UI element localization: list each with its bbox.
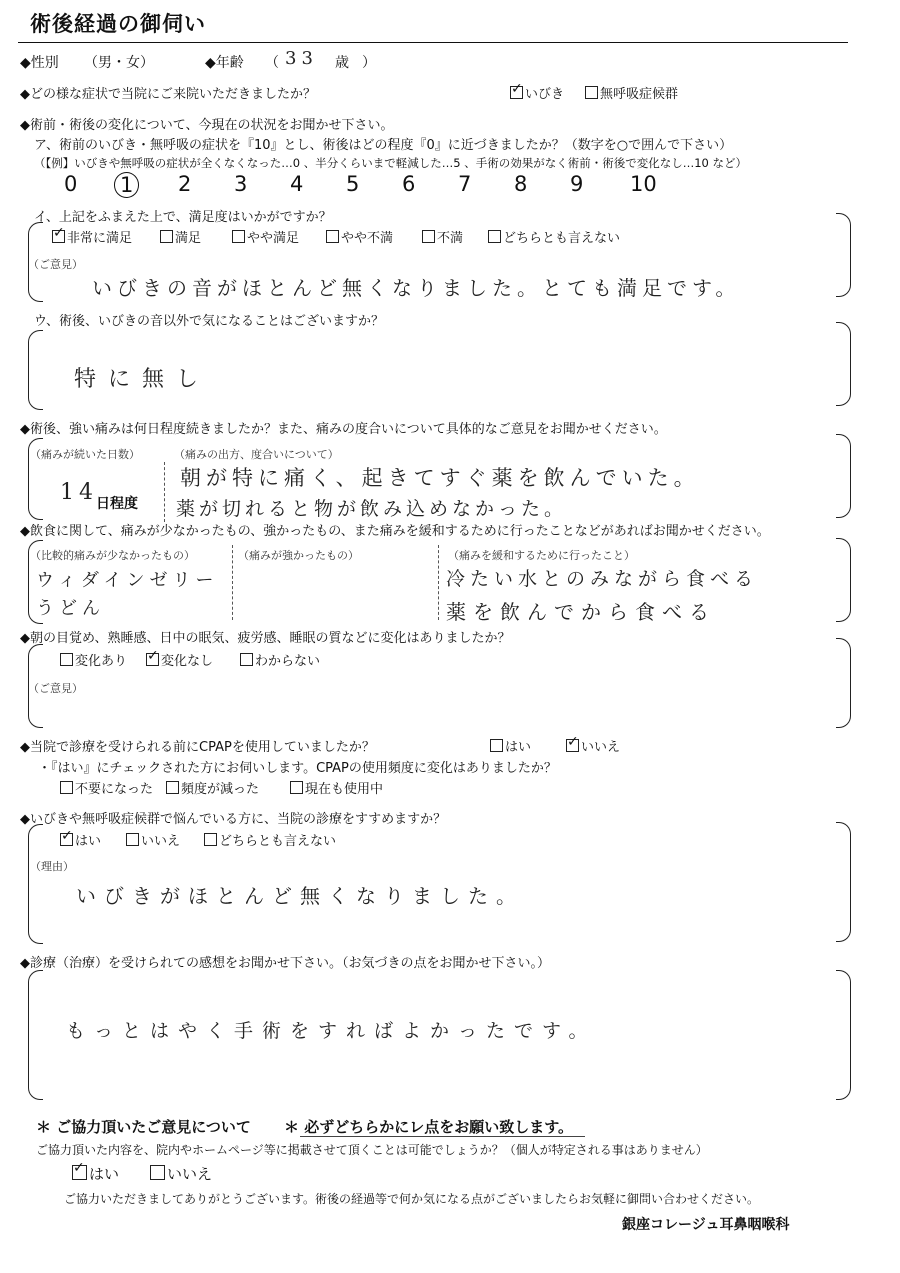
pain-question: ◆術後、強い痛みは何日程度続きましたか？また、痛みの度合いについて具体的なご意見をお聞かせください。 [20, 422, 667, 437]
cpap-sub-option-label: 頻度が減った [181, 782, 260, 797]
food-col2-label: （痛みが強かったもの） [238, 549, 359, 562]
age-value[interactable]: 33 [285, 48, 318, 69]
checkbox-icon[interactable] [232, 230, 245, 243]
recommend-option[interactable] [126, 830, 180, 849]
scale-option-1[interactable]: 1 [114, 172, 139, 198]
satisfaction-option[interactable] [422, 227, 463, 246]
satisfaction-option-label: 不満 [437, 231, 464, 246]
footer-no[interactable] [150, 1163, 212, 1184]
age-close: ） [362, 55, 376, 71]
change-question: ◆術前・術後の変化について、今現在の状況をお聞かせ下さい。 [20, 118, 394, 133]
symptom-option-label: 無呼吸症候群 [600, 87, 679, 102]
satisfaction-option[interactable] [488, 227, 620, 246]
checkbox-icon[interactable] [60, 653, 73, 666]
satisfaction-option-label: 非常に満足 [67, 231, 133, 246]
sex-label: ◆性別 [20, 55, 59, 71]
pain-detail-line1[interactable]: 朝が特に痛く、起きてすぐ薬を飲んでいた。 [180, 466, 700, 490]
recommend-box-left [28, 824, 43, 944]
age-open: （ [265, 55, 279, 71]
scale-option-0[interactable]: 0 [64, 172, 78, 196]
title-underline [18, 42, 848, 43]
cpap-question: ◆当院で診療を受けられる前にCPAPを使用していましたか？ [20, 740, 375, 755]
pain-days-label: （痛みが続いた日数） [30, 448, 140, 461]
sleep-option[interactable] [60, 650, 127, 669]
checkbox-icon[interactable] [566, 739, 579, 752]
footer-no-label: いいえ [167, 1165, 213, 1183]
pain-days-unit: 日程度 [96, 496, 138, 512]
food-col1-item2[interactable]: うどん [36, 598, 105, 619]
sleep-option-label: 変化あり [75, 654, 128, 669]
satisfaction-opinion[interactable]: いびきの音がほとんど無くなりました。とても満足です。 [92, 276, 741, 300]
checkbox-icon[interactable] [290, 781, 303, 794]
checkbox-icon[interactable] [240, 653, 253, 666]
satisfaction-option-label: やや不満 [341, 231, 394, 246]
recommend-reason[interactable]: いびきがほとんど無くなりました。 [76, 884, 524, 908]
recommend-option-label: いいえ [141, 834, 181, 849]
checkbox-icon[interactable] [60, 833, 73, 846]
checkbox-icon[interactable] [52, 230, 65, 243]
impression-question: ◆診療（治療）を受けられての感想をお聞かせ下さい。（お気づきの点をお聞かせ下さい。） [20, 956, 550, 971]
satisfaction-box-right [836, 213, 851, 297]
impression-box-right [836, 970, 851, 1100]
scale-option-8[interactable]: 8 [514, 172, 528, 196]
symptom-question: ◆どの様な症状で当院にご来院いただきましたか？ [20, 87, 316, 102]
sex-options[interactable]: （男・女） [84, 55, 154, 71]
pain-box-right [836, 434, 851, 518]
food-divider-2 [438, 545, 439, 620]
recommend-option-label: はい [75, 834, 102, 849]
food-col3-label: （痛みを緩和するために行ったこと） [448, 549, 635, 562]
satisfaction-option[interactable] [160, 227, 201, 246]
scale-option-10[interactable]: 10 [630, 172, 657, 196]
symptom-option-apnea[interactable] [585, 83, 678, 102]
satisfaction-option[interactable] [232, 227, 299, 246]
sleep-option[interactable] [240, 650, 320, 669]
cpap-sub-question: ・『はい』にチェックされた方にお伺いします。CPAPの使用頻度に変化はありましたか？ [38, 761, 557, 776]
age-unit: 歳 [335, 55, 349, 71]
sleep-option-label: わからない [255, 654, 321, 669]
satisfaction-option-label: どちらとも言えない [503, 231, 621, 246]
recommend-option[interactable] [60, 830, 101, 849]
clinic-name: 銀座コレージュ耳鼻咽喉科 [622, 1217, 790, 1233]
checkbox-icon[interactable] [72, 1165, 87, 1180]
food-col1-label: （比較的痛みが少なかったもの） [30, 549, 195, 562]
scale-option-4[interactable]: 4 [290, 172, 304, 196]
food-divider-1 [232, 545, 233, 620]
sleep-option[interactable] [146, 650, 213, 669]
page-title: 術後経過の御伺い [30, 12, 206, 36]
food-col3-item2[interactable]: 薬を飲んでから食べる [446, 600, 716, 624]
satisfaction-option[interactable] [52, 227, 132, 246]
sleep-box-right [836, 638, 851, 728]
cpap-sub-option-label: 現在も使用中 [305, 782, 384, 797]
footer-question: ご協力頂いた内容を、院内やホームページ等に掲載させて頂くことは可能でしょうか？（個人が特定される事はありません） [36, 1143, 708, 1157]
cpap-no-label: いいえ [581, 740, 621, 755]
cpap-sub-option[interactable] [290, 778, 383, 797]
footer-yes-label: はい [89, 1165, 120, 1183]
checkbox-icon[interactable] [150, 1165, 165, 1180]
recommend-box-right [836, 822, 851, 942]
satisfaction-option[interactable] [326, 227, 393, 246]
footer-required-note: ＊ 必ずどちらかにレ点をお願い致します。 [284, 1118, 574, 1136]
checkbox-icon[interactable] [146, 653, 159, 666]
pain-detail-line2[interactable]: 薬が切れると物が飲み込めなかった。 [176, 498, 568, 520]
pain-detail-label: （痛みの出方、度合いについて） [174, 448, 339, 461]
checkbox-icon[interactable] [204, 833, 217, 846]
checkbox-icon[interactable] [166, 781, 179, 794]
age-label: ◆年齢 [205, 55, 244, 71]
scale-option-7[interactable]: 7 [458, 172, 472, 196]
pain-days-value[interactable]: 14 [60, 480, 98, 505]
checkbox-icon[interactable] [160, 230, 173, 243]
recommend-option-label: どちらとも言えない [219, 834, 337, 849]
food-col1-item1[interactable]: ウィダインゼリー [36, 570, 219, 591]
cpap-yes-label: はい [505, 740, 532, 755]
recommend-reason-label: （理由） [30, 860, 74, 873]
satisfaction-opinion-label: （ご意見） [28, 258, 83, 271]
sleep-question: ◆朝の目覚め、熟睡感、日中の眠気、疲労感、睡眠の質などに変化はありましたか？ [20, 631, 511, 646]
impression-box-left [28, 970, 43, 1100]
checkbox-icon[interactable] [326, 230, 339, 243]
satisfaction-option-label: 満足 [175, 231, 202, 246]
footer-required-underline [300, 1136, 585, 1137]
recommend-option[interactable] [204, 830, 336, 849]
checkbox-icon[interactable] [126, 833, 139, 846]
other-answer[interactable]: 特に無し [74, 367, 211, 392]
change-example: （【例】いびきや無呼吸の症状が全くなくなった…0 、半分くらいまで軽減した…5 、手術の効果がなく術前・術後で変化なし…10 など） [34, 156, 747, 170]
symptom-option-snoring[interactable] [510, 83, 564, 102]
footer-thanks: ご協力いただきましてありがとうございます。術後の経過等で何か気になる点がございましたらお気軽に御問い合わせください。 [64, 1192, 760, 1206]
other-box-left [28, 330, 43, 410]
footer-yes[interactable] [72, 1163, 119, 1184]
checkbox-icon[interactable] [490, 739, 503, 752]
impression-answer[interactable]: もっとはやく手術をすればよかったです。 [66, 1020, 597, 1042]
change-instruction: ア、術前のいびき・無呼吸の症状を『10』とし、術後はどの程度『0』に近づきましたか？（数字を○で囲んで下さい） [34, 138, 733, 153]
footer-note-title: ＊ ご協力頂いたご意見について [36, 1118, 251, 1136]
scale-option-2[interactable]: 2 [178, 172, 192, 196]
cpap-sub-option-label: 不要になった [75, 782, 154, 797]
sleep-option-label: 変化なし [161, 654, 214, 669]
other-question: ウ、術後、いびきの音以外で気になることはございますか？ [34, 314, 384, 329]
scale-option-9[interactable]: 9 [570, 172, 584, 196]
symptom-option-label: いびき [525, 87, 565, 102]
food-col3-item1[interactable]: 冷たい水とのみながら食べる [446, 568, 759, 590]
recommend-question: ◆いびきや無呼吸症候群で悩んでいる方に、当院の診療をすすめますか？ [20, 812, 447, 827]
checkbox-icon[interactable] [585, 86, 598, 99]
satisfaction-option-label: やや満足 [247, 231, 300, 246]
scale-option-3[interactable]: 3 [234, 172, 248, 196]
checkbox-icon[interactable] [60, 781, 73, 794]
other-box-right [836, 322, 851, 406]
checkbox-icon[interactable] [488, 230, 501, 243]
checkbox-icon[interactable] [510, 86, 523, 99]
cpap-sub-option[interactable] [166, 778, 259, 797]
scale-option-6[interactable]: 6 [402, 172, 416, 196]
checkbox-icon[interactable] [422, 230, 435, 243]
cpap-no[interactable] [566, 736, 620, 755]
food-box-right [836, 538, 851, 622]
food-question: ◆飲食に関して、痛みが少なかったもの、強かったもの、また痛みを緩和するために行ったことなどがあればお聞かせください。 [20, 524, 770, 539]
satisfaction-question: イ、上記をふまえた上で、満足度はいかがですか？ [34, 210, 332, 225]
sleep-opinion-label: （ご意見） [28, 682, 83, 695]
cpap-yes[interactable] [490, 736, 531, 755]
cpap-sub-option[interactable] [60, 778, 153, 797]
pain-divider [164, 462, 165, 522]
scale-option-5[interactable]: 5 [346, 172, 360, 196]
